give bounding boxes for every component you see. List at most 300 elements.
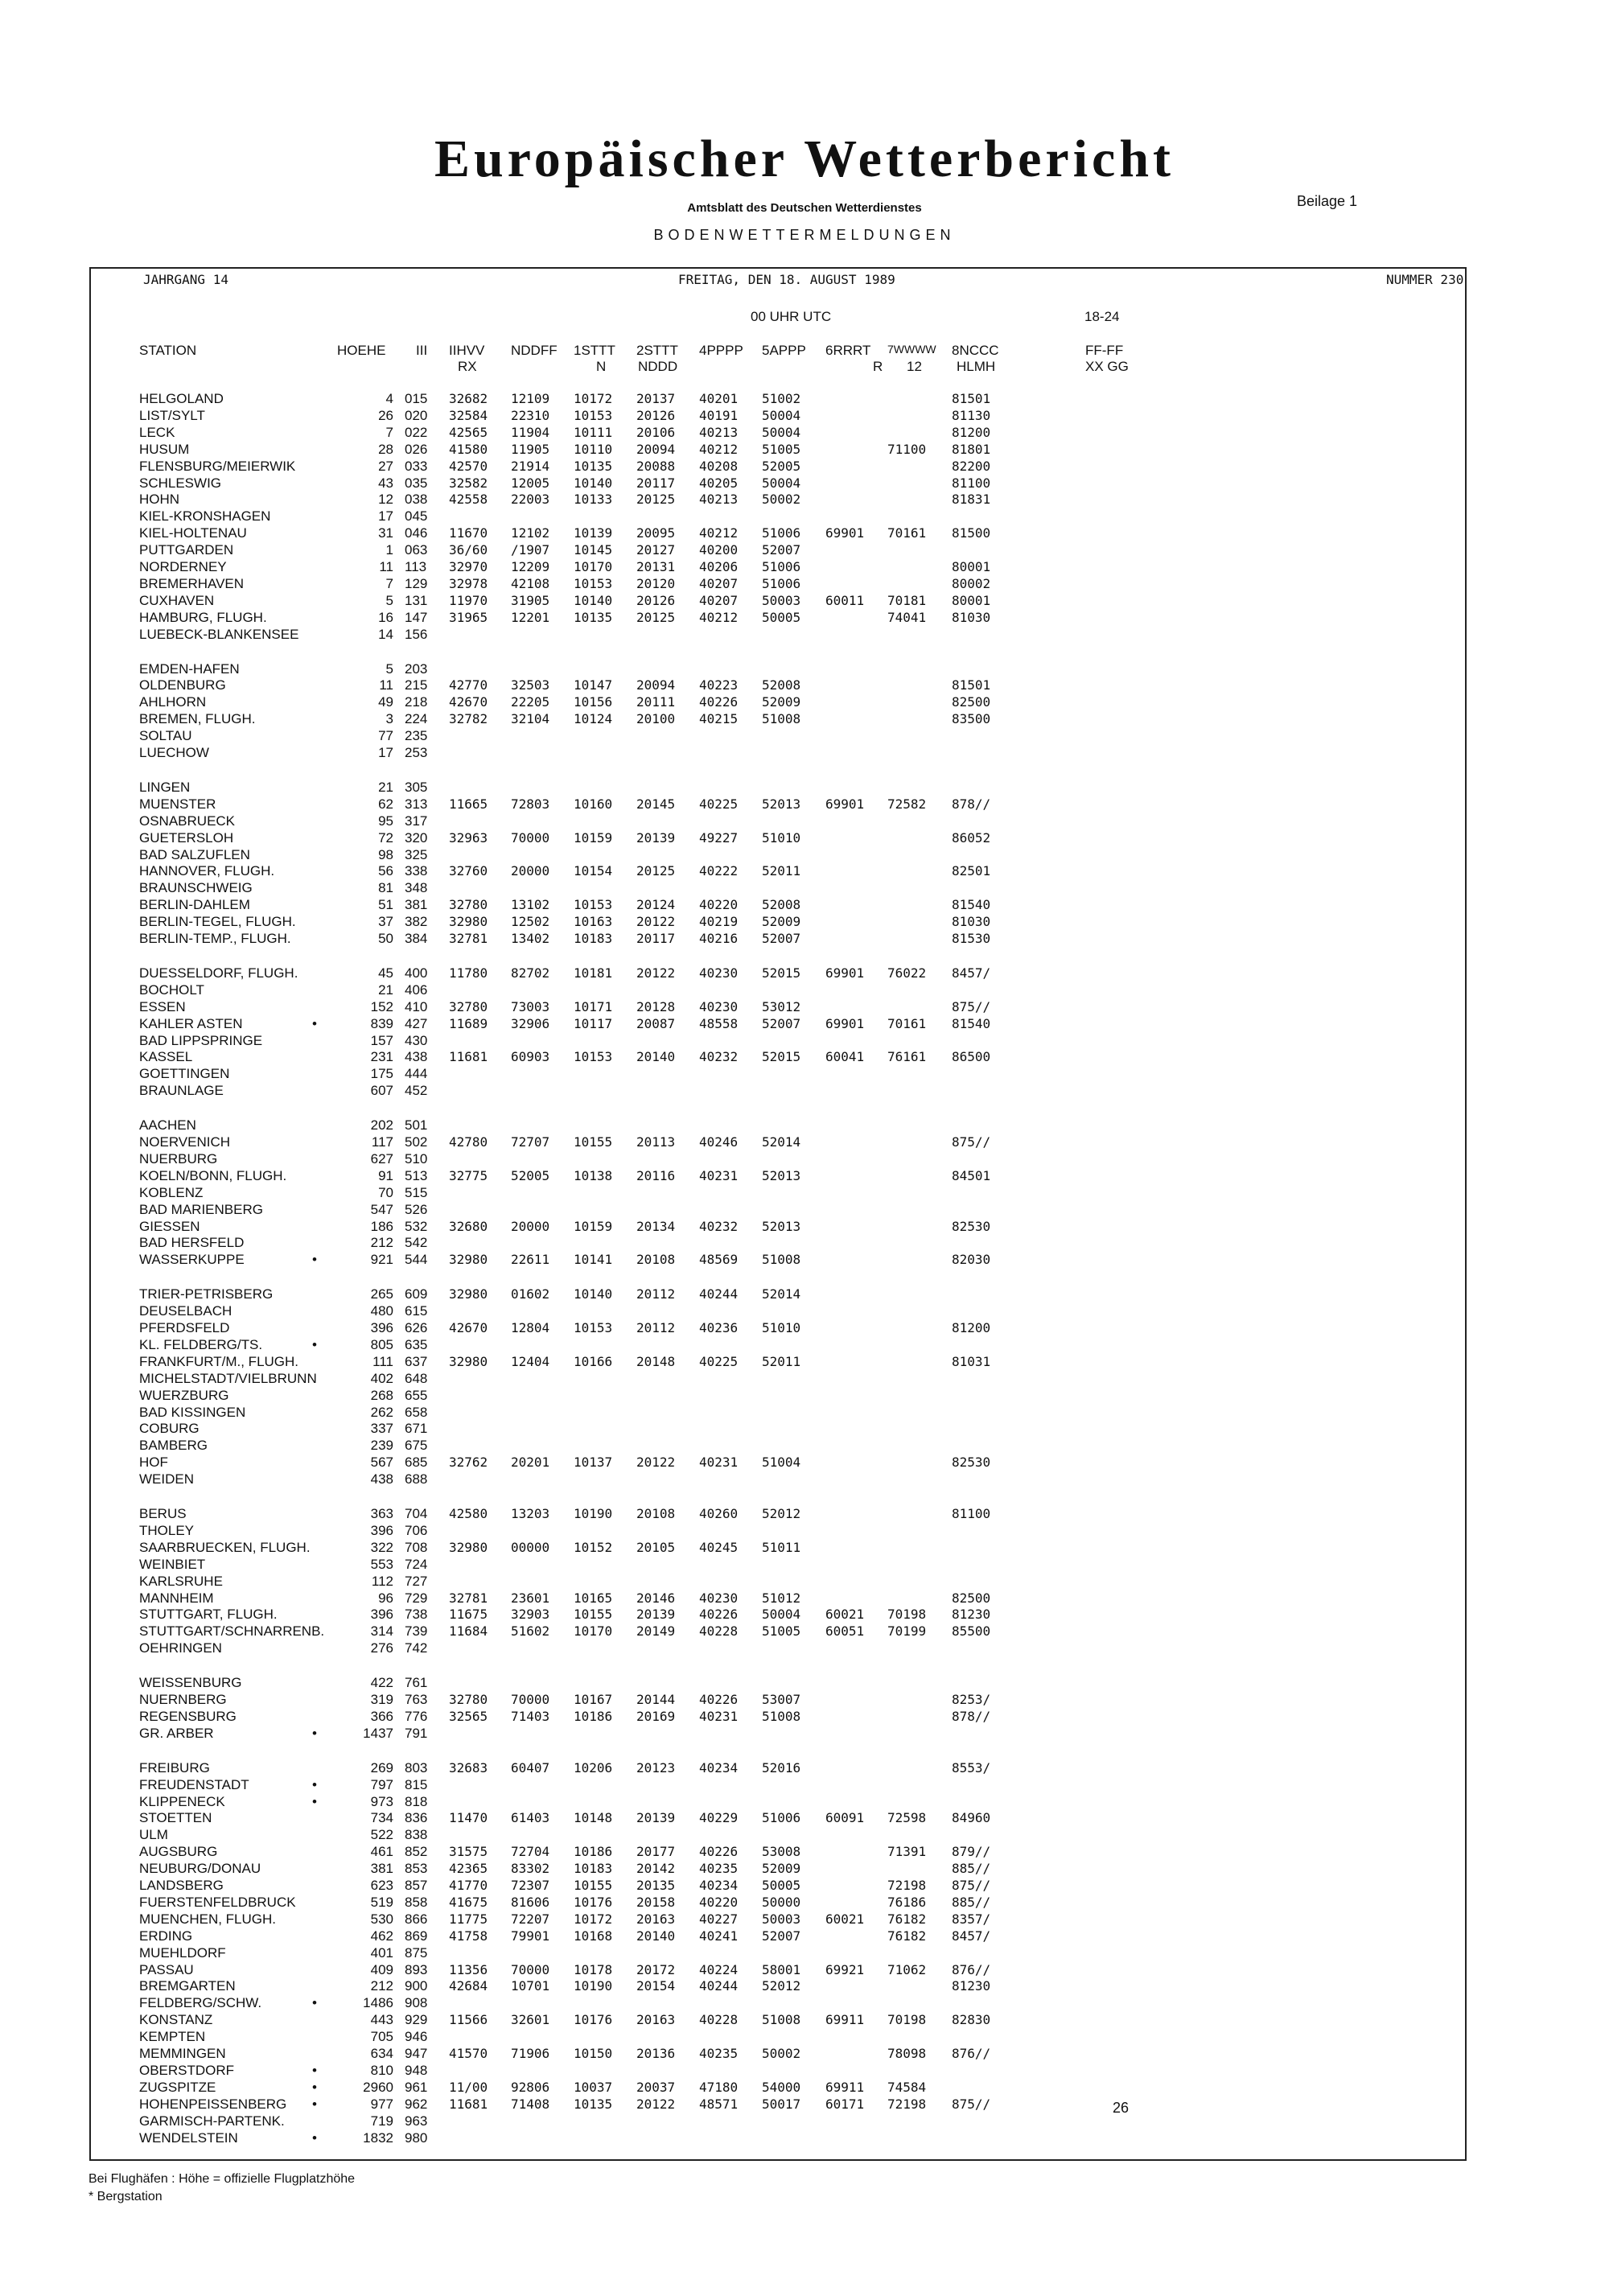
station-iii: 706 xyxy=(405,1522,428,1538)
station-name: MICHELSTADT/VIELBRUNN xyxy=(139,1370,317,1386)
code-3: 10183 xyxy=(574,1861,613,1877)
code-1: 32980 xyxy=(449,1286,488,1302)
station-iii: 325 xyxy=(405,846,428,862)
code-6: 52013 xyxy=(762,1167,801,1183)
code-3: 10148 xyxy=(574,1810,613,1826)
station-hoehe: 81 xyxy=(378,880,393,896)
station-hoehe: 91 xyxy=(378,1167,393,1183)
code-4: 20128 xyxy=(636,998,676,1014)
station-name: FELDBERG/SCHW. xyxy=(139,1995,262,2011)
code-9: 885// xyxy=(952,1894,991,1910)
station-iii: 526 xyxy=(405,1201,428,1217)
code-5: 40232 xyxy=(699,1049,739,1065)
station-iii: 203 xyxy=(405,660,428,677)
code-1: 42365 xyxy=(449,1861,488,1877)
code-1: 11470 xyxy=(449,1810,488,1826)
code-3: 10147 xyxy=(574,677,613,693)
station-name: KIEL-HOLTENAU xyxy=(139,525,247,541)
code-1: 41580 xyxy=(449,441,488,457)
station-iii: 946 xyxy=(405,2029,428,2045)
code-2: 81606 xyxy=(511,1894,550,1910)
code-2: 72307 xyxy=(511,1878,550,1893)
code-6: 51012 xyxy=(762,1590,801,1606)
station-iii: 637 xyxy=(405,1353,428,1369)
code-3: 10171 xyxy=(574,998,613,1014)
code-6: 51006 xyxy=(762,559,801,574)
code-5: 40226 xyxy=(699,694,739,710)
column-header-c6: 5APPP xyxy=(762,343,806,358)
station-name: EMDEN-HAFEN xyxy=(139,660,240,677)
station-iii: 338 xyxy=(405,863,428,879)
code-3: 10166 xyxy=(574,1353,613,1369)
station-hoehe: 719 xyxy=(370,2113,393,2129)
code-1: 11780 xyxy=(449,965,488,981)
station-hoehe: 396 xyxy=(370,1320,393,1335)
station-iii: 532 xyxy=(405,1218,428,1234)
code-3: 10138 xyxy=(574,1167,613,1183)
station-iii: 761 xyxy=(405,1675,428,1691)
code-3: 10037 xyxy=(574,2079,613,2095)
column-header-c4b: NDDD xyxy=(638,359,678,374)
code-2: 71403 xyxy=(511,1708,550,1724)
station-iii: 742 xyxy=(405,1640,428,1656)
code-6: 52013 xyxy=(762,796,801,812)
code-1: 32980 xyxy=(449,1353,488,1369)
station-hoehe: 634 xyxy=(370,2046,393,2061)
station-iii: 510 xyxy=(405,1150,428,1167)
station-name: NOERVENICH xyxy=(139,1134,231,1150)
code-9: 81200 xyxy=(952,424,991,440)
code-6: 51005 xyxy=(762,441,801,457)
code-6: 51008 xyxy=(762,1252,801,1268)
station-hoehe: 212 xyxy=(370,1235,393,1251)
code-2: 20201 xyxy=(511,1455,550,1471)
code-3: 10133 xyxy=(574,492,613,508)
station-hoehe: 5 xyxy=(385,592,393,608)
station-iii: 675 xyxy=(405,1438,428,1454)
code-6: 50004 xyxy=(762,407,801,423)
code-1: 41758 xyxy=(449,1928,488,1944)
station-iii: 452 xyxy=(405,1083,428,1099)
code-5: 40191 xyxy=(699,407,739,423)
code-4: 20137 xyxy=(636,391,676,406)
station-iii: 348 xyxy=(405,880,428,896)
code-9: 81230 xyxy=(952,1978,991,1994)
station-name: BERLIN-TEGEL, FLUGH. xyxy=(139,914,296,930)
station-iii: 708 xyxy=(405,1539,428,1555)
masthead-title: Europäischer Wetterbericht xyxy=(434,130,1175,188)
code-4: 20139 xyxy=(636,829,676,846)
code-3: 10159 xyxy=(574,829,613,846)
code-2: 13203 xyxy=(511,1506,550,1521)
station-name: BREMGARTEN xyxy=(139,1978,236,1994)
station-name: OBERSTDORF xyxy=(139,2062,235,2078)
station-name: MANNHEIM xyxy=(139,1590,214,1606)
code-5: 40212 xyxy=(699,441,739,457)
code-4: 20135 xyxy=(636,1878,676,1893)
code-6: 52014 xyxy=(762,1134,801,1150)
station-name: LECK xyxy=(139,424,175,440)
station-name: MUENCHEN, FLUGH. xyxy=(139,1911,277,1927)
code-4: 20116 xyxy=(636,1167,676,1183)
code-2: 60407 xyxy=(511,1759,550,1775)
code-4: 20139 xyxy=(636,1810,676,1826)
station-iii: 836 xyxy=(405,1810,428,1826)
station-hoehe: 11 xyxy=(379,559,393,574)
station-name: WEIDEN xyxy=(139,1471,194,1487)
mountain-marker: • xyxy=(312,2079,317,2095)
station-hoehe: 202 xyxy=(370,1117,393,1134)
station-name: PASSAU xyxy=(139,1961,194,1977)
station-hoehe: 7 xyxy=(385,575,393,591)
code-4: 20100 xyxy=(636,711,676,727)
station-iii: 305 xyxy=(405,779,428,795)
station-iii: 609 xyxy=(405,1286,428,1302)
station-hoehe: 973 xyxy=(370,1793,393,1809)
station-hoehe: 72 xyxy=(378,829,393,846)
code-3: 10140 xyxy=(574,1286,613,1302)
code-5: 40225 xyxy=(699,1353,739,1369)
code-4: 20117 xyxy=(636,475,676,491)
station-iii: 908 xyxy=(405,1995,428,2011)
station-hoehe: 112 xyxy=(371,1573,393,1589)
station-iii: 046 xyxy=(405,525,428,541)
code-9: 81230 xyxy=(952,1607,991,1623)
station-hoehe: 31 xyxy=(378,525,393,541)
code-2: 12005 xyxy=(511,475,550,491)
station-name: WASSERKUPPE xyxy=(139,1252,245,1268)
code-4: 20120 xyxy=(636,575,676,591)
station-iii: 724 xyxy=(405,1556,428,1572)
code-1: 32565 xyxy=(449,1708,488,1724)
code-6: 52012 xyxy=(762,1978,801,1994)
code-8: 76022 xyxy=(887,965,927,981)
station-name: PFERDSFELD xyxy=(139,1320,230,1335)
code-1: 32682 xyxy=(449,391,488,406)
code-2: 31905 xyxy=(511,592,550,608)
code-1: 32683 xyxy=(449,1759,488,1775)
station-hoehe: 17 xyxy=(378,745,393,760)
code-4: 20154 xyxy=(636,1978,676,1994)
code-1: 11681 xyxy=(449,1049,488,1065)
station-hoehe: 186 xyxy=(370,1218,393,1234)
code-1: 42565 xyxy=(449,424,488,440)
station-iii: 671 xyxy=(405,1421,428,1437)
station-name: FREIBURG xyxy=(139,1759,210,1775)
station-hoehe: 43 xyxy=(378,475,393,491)
station-name: SOLTAU xyxy=(139,728,192,744)
code-4: 20111 xyxy=(636,694,676,710)
code-5: 40206 xyxy=(699,559,739,574)
station-hoehe: 1437 xyxy=(363,1725,393,1741)
code-3: 10170 xyxy=(574,1623,613,1640)
code-6: 58001 xyxy=(762,1961,801,1977)
code-3: 10135 xyxy=(574,2096,613,2112)
code-5: 40241 xyxy=(699,1928,739,1944)
code-1: 32980 xyxy=(449,1252,488,1268)
station-name: KLIPPENECK xyxy=(139,1793,225,1809)
code-8: 72582 xyxy=(887,796,927,812)
station-hoehe: 117 xyxy=(371,1134,393,1150)
code-2: 00000 xyxy=(511,1539,550,1555)
station-iii: 317 xyxy=(405,813,428,829)
code-5: 40230 xyxy=(699,998,739,1014)
station-iii: 513 xyxy=(405,1167,428,1183)
code-6: 52008 xyxy=(762,897,801,913)
code-4: 20088 xyxy=(636,458,676,474)
code-2: 23601 xyxy=(511,1590,550,1606)
code-4: 20095 xyxy=(636,525,676,541)
station-iii: 430 xyxy=(405,1032,428,1048)
code-5: 48571 xyxy=(699,2096,739,2112)
station-hoehe: 4 xyxy=(385,391,393,406)
station-hoehe: 98 xyxy=(378,846,393,862)
code-6: 52015 xyxy=(762,965,801,981)
station-hoehe: 45 xyxy=(378,965,393,981)
station-iii: 035 xyxy=(405,475,428,491)
code-2: 13102 xyxy=(511,897,550,913)
code-2: 21914 xyxy=(511,458,550,474)
station-hoehe: 7 xyxy=(385,424,393,440)
station-iii: 045 xyxy=(405,508,428,525)
station-iii: 658 xyxy=(405,1404,428,1420)
station-iii: 615 xyxy=(405,1303,428,1319)
code-9: 876// xyxy=(952,1961,991,1977)
code-8: 76161 xyxy=(887,1049,927,1065)
station-hoehe: 239 xyxy=(370,1438,393,1454)
code-3: 10141 xyxy=(574,1252,613,1268)
code-9: 875// xyxy=(952,1878,991,1893)
station-hoehe: 977 xyxy=(370,2096,393,2112)
code-2: 12109 xyxy=(511,391,550,406)
code-5: 40213 xyxy=(699,492,739,508)
code-1: 11665 xyxy=(449,796,488,812)
code-1: 11670 xyxy=(449,525,488,541)
code-5: 40220 xyxy=(699,897,739,913)
code-4: 20142 xyxy=(636,1861,676,1877)
code-7: 69901 xyxy=(825,796,865,812)
code-8: 71391 xyxy=(887,1844,927,1860)
station-name: BERUS xyxy=(139,1506,187,1521)
station-hoehe: 37 xyxy=(378,914,393,930)
code-9: 82500 xyxy=(952,694,991,710)
code-6: 52015 xyxy=(762,1049,801,1065)
page-number: 26 xyxy=(1113,2100,1130,2116)
mountain-marker: • xyxy=(312,2062,317,2078)
column-header-station: STATION xyxy=(139,343,197,358)
code-2: 11904 xyxy=(511,424,550,440)
code-2: 01602 xyxy=(511,1286,550,1302)
code-8: 76182 xyxy=(887,1928,927,1944)
station-iii: 727 xyxy=(405,1573,428,1589)
code-3: 10154 xyxy=(574,863,613,879)
code-9: 81030 xyxy=(952,609,991,625)
station-hoehe: 401 xyxy=(370,1944,393,1961)
code-2: 20000 xyxy=(511,863,550,879)
code-5: 40245 xyxy=(699,1539,739,1555)
code-2: 10701 xyxy=(511,1978,550,1994)
station-name: KIEL-KRONSHAGEN xyxy=(139,508,271,525)
station-hoehe: 366 xyxy=(370,1708,393,1724)
code-6: 51010 xyxy=(762,829,801,846)
station-iii: 131 xyxy=(405,592,428,608)
station-hoehe: 77 xyxy=(378,728,393,744)
code-3: 10137 xyxy=(574,1455,613,1471)
footnote-mountain-station: * Bergstation xyxy=(88,2190,163,2203)
code-8: 72198 xyxy=(887,1878,927,1893)
code-2: 32903 xyxy=(511,1607,550,1623)
station-iii: 427 xyxy=(405,1015,428,1031)
code-3: 10152 xyxy=(574,1539,613,1555)
code-4: 20117 xyxy=(636,931,676,946)
code-9: 81100 xyxy=(952,1506,991,1521)
code-5: 40231 xyxy=(699,1708,739,1724)
code-2: 72707 xyxy=(511,1134,550,1150)
station-hoehe: 5 xyxy=(385,660,393,677)
code-8: 72598 xyxy=(887,1810,927,1826)
code-1: 32781 xyxy=(449,931,488,946)
column-header-c4: 2STTT xyxy=(636,343,678,358)
station-name: STUTTGART, FLUGH. xyxy=(139,1607,278,1623)
code-9: 82501 xyxy=(952,863,991,879)
code-3: 10155 xyxy=(574,1134,613,1150)
station-name: HUSUM xyxy=(139,441,190,457)
code-1: 11775 xyxy=(449,1911,488,1927)
code-9: 81501 xyxy=(952,677,991,693)
station-hoehe: 839 xyxy=(370,1015,393,1031)
station-name: ESSEN xyxy=(139,998,186,1014)
code-6: 52014 xyxy=(762,1286,801,1302)
code-5: 40216 xyxy=(699,931,739,946)
code-9: 82830 xyxy=(952,2012,991,2028)
code-5: 40231 xyxy=(699,1455,739,1471)
code-9: 81530 xyxy=(952,931,991,946)
station-name: OEHRINGEN xyxy=(139,1640,222,1656)
station-hoehe: 409 xyxy=(370,1961,393,1977)
code-1: 11970 xyxy=(449,592,488,608)
code-7: 69921 xyxy=(825,1961,865,1977)
code-6: 52007 xyxy=(762,1928,801,1944)
station-hoehe: 265 xyxy=(370,1286,393,1302)
code-3: 10135 xyxy=(574,458,613,474)
masthead-subtitle: Amtsblatt des Deutschen Wetterdienstes xyxy=(687,201,922,215)
code-9: 81801 xyxy=(952,441,991,457)
code-2: 72207 xyxy=(511,1911,550,1927)
code-3: 10135 xyxy=(574,609,613,625)
station-iii: 929 xyxy=(405,2012,428,2028)
code-6: 51008 xyxy=(762,1708,801,1724)
code-3: 10153 xyxy=(574,1049,613,1065)
code-4: 20158 xyxy=(636,1894,676,1910)
station-iii: 688 xyxy=(405,1471,428,1487)
station-iii: 961 xyxy=(405,2079,428,2095)
code-5: 40236 xyxy=(699,1320,739,1335)
code-1: 42558 xyxy=(449,492,488,508)
code-4: 20105 xyxy=(636,1539,676,1555)
code-9: 81831 xyxy=(952,492,991,508)
column-header-c8b: 12 xyxy=(907,359,922,374)
station-name: WUERZBURG xyxy=(139,1387,229,1403)
station-iii: 763 xyxy=(405,1692,428,1707)
code-3: 10139 xyxy=(574,525,613,541)
code-6: 54000 xyxy=(762,2079,801,2095)
code-8: 78098 xyxy=(887,2046,927,2061)
code-6: 50003 xyxy=(762,592,801,608)
station-iii: 626 xyxy=(405,1320,428,1335)
column-header-c3b: N xyxy=(596,359,607,374)
code-6: 51006 xyxy=(762,525,801,541)
station-name: NEUBURG/DONAU xyxy=(139,1861,261,1877)
code-2: 71408 xyxy=(511,2096,550,2112)
code-3: 10190 xyxy=(574,1978,613,1994)
station-iii: 224 xyxy=(405,711,428,727)
code-9: 85500 xyxy=(952,1623,991,1640)
code-2: 82702 xyxy=(511,965,550,981)
station-name: GIESSEN xyxy=(139,1218,200,1234)
code-7: 60041 xyxy=(825,1049,865,1065)
code-6: 51011 xyxy=(762,1539,801,1555)
column-header-c7: 6RRRT xyxy=(825,343,871,358)
station-iii: 635 xyxy=(405,1336,428,1352)
code-8: 76186 xyxy=(887,1894,927,1910)
column-header-c10b: XX GG xyxy=(1085,359,1129,374)
code-2: 70000 xyxy=(511,1692,550,1707)
code-6: 50000 xyxy=(762,1894,801,1910)
code-5: 40224 xyxy=(699,1961,739,1977)
code-3: 10150 xyxy=(574,2046,613,2061)
station-hoehe: 1832 xyxy=(363,2129,393,2146)
station-hoehe: 14 xyxy=(378,626,393,642)
station-name: LIST/SYLT xyxy=(139,407,205,423)
code-6: 50004 xyxy=(762,424,801,440)
code-3: 10110 xyxy=(574,441,613,457)
code-5: 40220 xyxy=(699,1894,739,1910)
station-hoehe: 607 xyxy=(370,1083,393,1099)
station-iii: 381 xyxy=(405,897,428,913)
station-iii: 400 xyxy=(405,965,428,981)
code-4: 20131 xyxy=(636,559,676,574)
mountain-marker: • xyxy=(312,2129,317,2146)
code-5: 40228 xyxy=(699,2012,739,2028)
code-2: 92806 xyxy=(511,2079,550,2095)
station-name: GARMISCH-PARTENK. xyxy=(139,2113,285,2129)
code-9: 80001 xyxy=(952,592,991,608)
code-7: 69911 xyxy=(825,2079,865,2095)
code-2: 73003 xyxy=(511,998,550,1014)
code-5: 40235 xyxy=(699,2046,739,2061)
station-name: BREMERHAVEN xyxy=(139,575,245,591)
station-iii: 444 xyxy=(405,1066,428,1082)
code-2: 32906 xyxy=(511,1015,550,1031)
code-1: 32970 xyxy=(449,559,488,574)
code-3: 10163 xyxy=(574,914,613,930)
station-name: BAMBERG xyxy=(139,1438,208,1454)
station-name: HOF xyxy=(139,1455,168,1471)
beilage-label: Beilage 1 xyxy=(1297,193,1358,209)
station-name: FUERSTENFELDBRUCK xyxy=(139,1894,296,1910)
mountain-marker: • xyxy=(312,1793,317,1809)
code-9: 82530 xyxy=(952,1218,991,1234)
station-name: WEISSENBURG xyxy=(139,1675,242,1691)
station-iii: 980 xyxy=(405,2129,428,2146)
station-iii: 022 xyxy=(405,424,428,440)
station-name: BAD KISSINGEN xyxy=(139,1404,246,1420)
code-9: 80002 xyxy=(952,575,991,591)
station-iii: 235 xyxy=(405,728,428,744)
station-hoehe: 231 xyxy=(370,1049,393,1065)
code-5: 40223 xyxy=(699,677,739,693)
station-hoehe: 268 xyxy=(370,1387,393,1403)
